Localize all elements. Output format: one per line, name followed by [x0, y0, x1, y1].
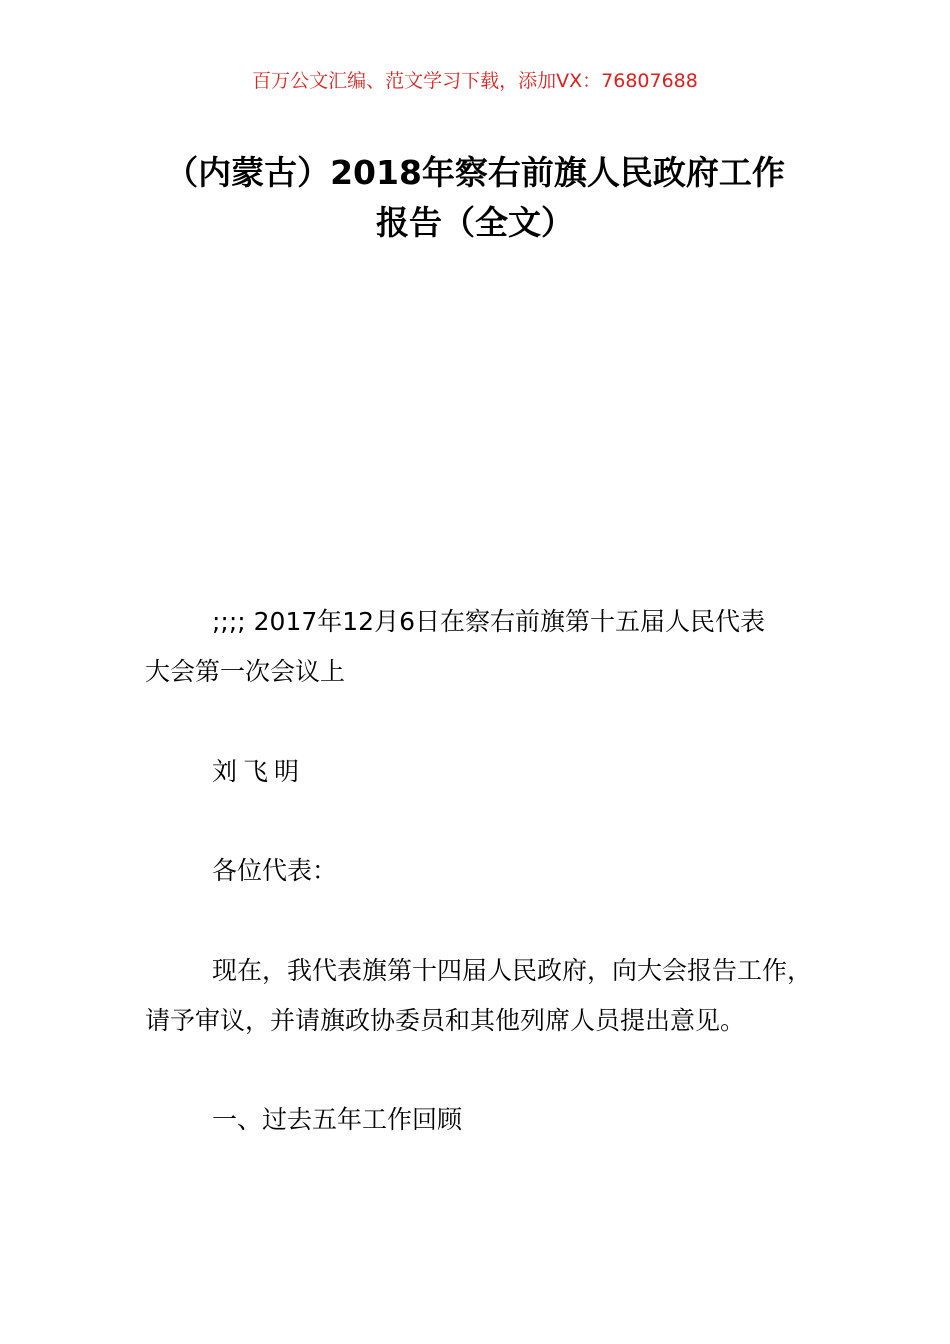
document-title-line-1: （内蒙古）2018年察右前旗人民政府工作 — [165, 153, 785, 192]
section-heading — [145, 1095, 835, 1145]
salutation — [145, 846, 835, 896]
speaker-name — [145, 747, 835, 797]
meeting-info-line-2: 大会第一次会议上 — [145, 657, 346, 686]
intro-paragraph — [145, 946, 835, 1046]
intro-line-2: 请予审议，并请旗政协委员和其他列席人员提出意见。 — [145, 1006, 746, 1035]
document-title-line-2: 报告（全文） — [376, 203, 574, 242]
watermark-header: 百万公文汇编、范文学习下载，添加VX：76807688 — [252, 70, 698, 92]
speaker-name-text: 刘飞明 — [212, 757, 306, 786]
salutation-text: 各位代表： — [212, 856, 338, 885]
document-title — [120, 148, 830, 248]
meeting-info-line-1: ;;;; 2017年12月6日在察右前旗第十五届人民代表 — [212, 607, 765, 636]
section-heading-text: 一、过去五年工作回顾 — [212, 1105, 463, 1134]
intro-line-1: 现在，我代表旗第十四届人民政府，向大会报告工作， — [212, 956, 813, 985]
meeting-info-paragraph — [145, 597, 835, 697]
